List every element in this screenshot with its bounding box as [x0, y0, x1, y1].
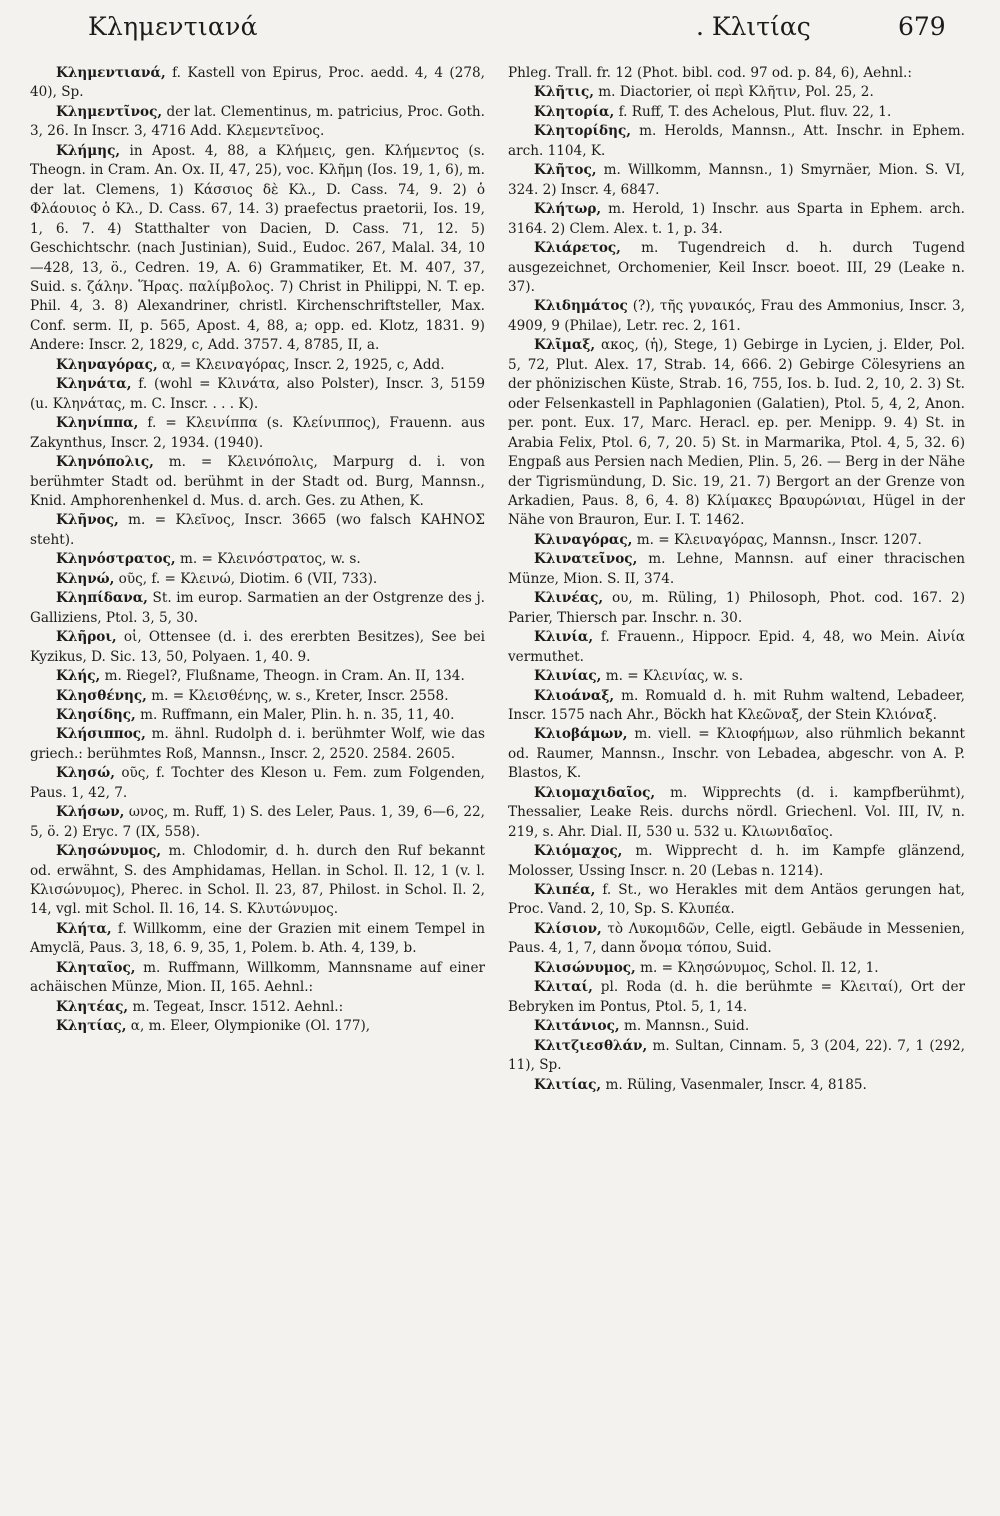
entry-definition: οἱ, Ottensee (d. i. des ererbten Besitzes), See bei Kyzikus, D. Sic. 13, 50, Polyaen. 1, 40. 9. [30, 629, 485, 665]
dictionary-entry [30, 959, 485, 998]
entry-definition: m. Tugendreich d. h. durch Tugend ausgezeichnet, Orchomenier, Keil Inscr. boeot. III, 29 (Leake n. 37). [508, 240, 965, 295]
entry-headword: Κλητέας, [56, 998, 129, 1015]
entry-definition: m. Herolds, Mannsn., Att. Inschr. in Ephem. arch. 1104, K. [508, 123, 965, 159]
entry-headword: Κλινίας, [534, 668, 602, 685]
entry-headword: Κλιπέα, [534, 882, 596, 899]
entry-headword: Κλητορία, [534, 103, 615, 120]
entry-definition: m. Riegel?, Flußname, Theogn. in Cram. An. II, 134. [100, 668, 465, 685]
dictionary-entry [508, 667, 965, 686]
dictionary-entry [508, 200, 965, 239]
entry-headword: Κλησώ, [56, 765, 115, 782]
entry-headword: Κλιτάνιος, [534, 1018, 620, 1035]
entry-definition: ωνος, m. Ruff, 1) S. des Leler, Paus. 1, 39, 6—6, 22, 5, ö. 2) Eryc. 7 (IX, 558). [30, 804, 485, 840]
entry-definition: m. = Κλεινίας, w. s. [601, 668, 744, 685]
dictionary-entry [30, 375, 485, 414]
entry-headword: Κλισώνυμος, [534, 959, 636, 976]
dictionary-entry [30, 356, 485, 375]
entry-headword: Κλιοάναξ, [534, 687, 615, 704]
dictionary-entry [508, 881, 965, 920]
dictionary-entry [30, 453, 485, 511]
entry-definition: der lat. Clementinus, m. patricius, Proc. Goth. 3, 26. In Inscr. 3, 4716 Add. Κλεμεντεῖνος. [30, 103, 485, 140]
entry-headword: Κλιάρετος, [534, 240, 621, 257]
entry-headword: Κληνίππα, [56, 415, 139, 432]
entry-headword: Κλιόμαχος, [534, 843, 623, 860]
entry-headword: Κλιτζιεσθλάν, [534, 1037, 648, 1054]
entry-definition: m. = Κλεινόπολις, Marpurg d. i. von berühmter Stadt od. berühmt in der Stadt od. Burg, Mannsn., Knid. Amphorenhenkel d. Mus. d. arch. Ges. zu Athen, K. [30, 454, 485, 509]
header-first-headword: Κλημεντιανά [88, 12, 258, 41]
dictionary-entry [30, 414, 485, 453]
entry-definition: Phleg. Trall. fr. 12 (Phot. bibl. cod. 97 od. p. 84, 6), Aehnl.: [508, 65, 912, 81]
dictionary-entry [508, 297, 965, 336]
entry-definition: f. Willkomm, eine der Grazien mit einem Tempel in Amyclä, Paus. 3, 18, 6. 9, 35, 1, Polem. b. Ath. 4, 139, b. [30, 920, 485, 957]
dictionary-entry [30, 725, 485, 764]
dictionary-entry [508, 842, 965, 881]
entry-definition: m. ähnl. Rudolph d. i. berühmter Wolf, wie das griech.: berühmtes Roß, Mannsn., Inscr. 2, 2520. 2584. 2605. [30, 726, 485, 762]
entry-headword: Κλημεντιανά, [56, 65, 166, 81]
entry-headword: Κλιτίας, [534, 1076, 602, 1093]
dictionary-entry [30, 1017, 485, 1036]
entry-definition: m. = Κλεινόστρατος, w. s. [175, 551, 361, 568]
entry-headword: Κλῆροι, [56, 629, 117, 646]
left-column [30, 64, 485, 1037]
entry-definition: m. Willkomm, Mannsn., 1) Smyrnäer, Mion. S. VI, 324. 2) Inscr. 4, 6847. [508, 162, 965, 198]
entry-headword: Κλής, [56, 668, 101, 685]
entry-headword: Κλῖμαξ, [534, 337, 596, 354]
dictionary-entry [508, 83, 965, 102]
entry-headword: Κληταῖος, [56, 959, 136, 976]
entry-definition: m. Sultan, Cinnam. 5, 3 (204, 22). 7, 1 (292, 11), Sp. [508, 1037, 965, 1074]
dictionary-entry [30, 511, 485, 550]
dictionary-entry [30, 142, 485, 356]
dictionary-entry [508, 1017, 965, 1036]
entry-headword: Κλητορίδης, [534, 123, 632, 140]
entry-headword: Κληνώ, [56, 570, 115, 587]
dictionary-entry [30, 103, 485, 142]
dictionary-entry [30, 842, 485, 920]
entry-headword: Κλησώνυμος, [56, 843, 162, 860]
entry-definition: α, = Κλειναγόρας, Inscr. 2, 1925, c, Add. [157, 356, 445, 373]
dictionary-entry [508, 687, 965, 726]
entry-definition: m. Mannsn., Suid. [619, 1018, 750, 1035]
dictionary-entry [30, 570, 485, 589]
entry-headword: Κλῆτος, [534, 162, 597, 179]
dictionary-entry [508, 103, 965, 122]
entry-headword: Κληνάτα, [56, 376, 132, 393]
entry-definition: f. Ruff, T. des Achelous, Plut. fluv. 22, 1. [614, 103, 892, 120]
entry-definition: m. = Κλεισθένης, w. s., Kreter, Inscr. 2558. [146, 687, 449, 704]
entry-definition: m. Herold, 1) Inschr. aus Sparta in Ephem. arch. 3164. 2) Clem. Alex. t. 1, p. 34. [508, 201, 965, 237]
entry-headword: Κλιδημάτος [534, 298, 628, 315]
entry-headword: Κλῆνος, [56, 512, 119, 529]
right-column [508, 64, 965, 1095]
entry-headword: Κλινία, [534, 629, 594, 646]
entry-definition: m. = Κλεῖνος, Inscr. 3665 (wo falsch ΚΑΗΝΟΣ steht). [30, 512, 485, 548]
entry-headword: Κλῆτις, [534, 84, 594, 101]
dictionary-entry [30, 998, 485, 1017]
dictionary-entry [508, 978, 965, 1017]
entry-definition: οῦς, f. Tochter des Kleson u. Fem. zum Folgenden, Paus. 1, 42, 7. [30, 765, 485, 801]
dictionary-entry [508, 920, 965, 959]
running-header [0, 6, 1000, 46]
entry-definition: m. Ruffmann, ein Maler, Plin. h. n. 35, 11, 40. [135, 706, 455, 723]
entry-headword: Κλητίας, [56, 1018, 127, 1035]
entry-definition: οῦς, f. = Κλεινώ, Diotim. 6 (VII, 733). [114, 570, 378, 587]
entry-headword: Κλιναγόρας, [534, 531, 633, 548]
entry-definition: ου, m. Rüling, 1) Philosoph, Phot. cod. 167. 2) Parier, Thiersch par. Inschr. n. 30. [508, 590, 965, 626]
dictionary-entry [508, 959, 965, 978]
dictionary-entry [508, 239, 965, 297]
entry-definition: m. Wipprecht d. h. im Kampfe glänzend, Molosser, Ussing Inscr. n. 20 (Lebas n. 1214). [508, 843, 965, 879]
entry-headword: Κλήτωρ, [534, 201, 602, 218]
dictionary-entry [30, 64, 485, 103]
entry-headword: Κλιομαχιδαῖος, [534, 784, 656, 801]
entry-definition: m. viell. = Κλιοφήμων, also rühmlich bekannt od. Raumer, Mannsn., Inschr. von Lebadea, abgeschr. von A. P. Blastos, K. [508, 726, 965, 782]
entry-headword: Κλημεντῖνος, [56, 103, 163, 120]
entry-definition: ακος, (ἡ), Stege, 1) Gebirge in Lycien, j. Elder, Pol. 5, 72, Plut. Alex. 17, Strab. 14, 666. 2) Gebirge Cölesyriens an der phönizischen Küste, Strab. 16, 755, Ios. b. Iud. 2, 10, 2. 3) St. oder Felsenkastell in Paphlagonien (Galatien), Ptol. 5, 4, 2, Anon. per. pont. Eux. 17, Marc. Heracl. ep. per. Menipp. 9. 4) St. in Arabia Felix, Ptol. 6, 7, 20. 5) St. in Marmarika, Ptol. 4, 5, 32. 6) Engpaß aus Persien nach Medien, Plin. 5, 26. — Berg in der Nähe der Tigrismündung, D. Sic. 19, 21. 7) Bergort an der Grenze von Arkadien, Paus. 8, 6, 4. 8) Κλίμακες Βραυρώνιαι, Hügel in der Nähe von Brauron, Eur. I. T. 1462. [508, 337, 965, 529]
dictionary-entry [508, 64, 965, 83]
dictionary-entry [508, 550, 965, 589]
entry-definition: m. = Κλησώνυμος, Schol. Il. 12, 1. [635, 959, 879, 976]
dictionary-entry [508, 725, 965, 783]
entry-definition: f. St., wo Herakles mit dem Antäos gerungen hat, Proc. Vand. 2, 10, Sp. S. Κλυπέα. [508, 882, 965, 918]
entry-definition: m. Ruffmann, Willkomm, Mannsname auf einer achäischen Münze, Mion. II, 165. Aehnl.: [30, 959, 485, 996]
entry-headword: Κλησθένης, [56, 687, 147, 704]
entry-definition: f. Frauenn., Hippocr. Epid. 4, 48, wo Mein. Αἰνία vermuthet. [508, 629, 965, 665]
entry-headword: Κλίσιον, [534, 920, 602, 937]
dictionary-entry [508, 1076, 965, 1095]
entry-definition: τὸ Λυκομιδῶν, Celle, eigtl. Gebäude in Messenien, Paus. 4, 1, 7, dann ὄνομα τόπου, Suid. [508, 920, 965, 957]
entry-definition: m. Chlodomir, d. h. durch den Ruf bekannt od. erwähnt, S. des Amphidamas, Hellan. in Schol. Il. 12, 1 (v. l. Κλισώνυμος), Pherec. in Schol. Il. 23, 87, Philost. in Schol. Il. 2, 14, vgl. mit Schol. Il. 16, 14. S. Κλυτώνυμος. [30, 843, 485, 918]
dictionary-entry [508, 122, 965, 161]
dictionary-entry [30, 687, 485, 706]
entry-definition: m. Diactorier, οἱ περὶ Κλῆτιν, Pol. 25, 2. [593, 84, 874, 101]
entry-headword: Κληνόπολις, [56, 454, 154, 471]
dictionary-entry [30, 550, 485, 569]
dictionary-entry [30, 589, 485, 628]
entry-headword: Κλινατεῖνος, [534, 551, 638, 568]
entry-definition: f. (wohl = Κλινάτα, also Polster), Inscr. 3, 5159 (u. Κληνάτας, m. C. Inscr. . . . K). [30, 376, 485, 412]
entry-headword: Κληπίδανα, [56, 590, 148, 607]
dictionary-entry [30, 667, 485, 686]
dictionary-entry [508, 336, 965, 531]
dictionary-entry [30, 764, 485, 803]
dictionary-entry [508, 784, 965, 842]
dictionary-entry [508, 161, 965, 200]
entry-headword: Κλήμης, [56, 142, 121, 159]
dictionary-entry [30, 920, 485, 959]
dictionary-entry [508, 628, 965, 667]
entry-headword: Κληναγόρας, [56, 356, 158, 373]
entry-definition: m. = Κλειναγόρας, Mannsn., Inscr. 1207. [632, 531, 922, 548]
entry-headword: Κλήσων, [56, 804, 125, 821]
entry-headword: Κλησίδης, [56, 706, 136, 723]
entry-definition: (?), τῆς γυναικός, Frau des Ammonius, Inscr. 3, 4909, 9 (Philae), Letr. rec. 2, 161. [508, 298, 965, 334]
entry-headword: Κλιοβάμων, [534, 726, 628, 743]
dictionary-entry [30, 803, 485, 842]
entry-definition: in Apost. 4, 88, a Κλήμεις, gen. Κλήμεντος (s. Theogn. in Cram. An. Ox. II, 47, 25), voc. Κλῆμη (Ios. 19, 1, 6), m. der lat. Clemens, 1) Κάσσιος δὲ Κλ., D. Cass. 74, 9. 2) ὁ Φλάουιος ὁ Κλ., D. Cass. 67, 14. 3) praefectus praetorii, Ios. 19, 1, 6. 7. 4) Statthalter von Dacien, D. Cass. 71, 12. 5) Geschichtschr. (nach Justinian), Suid., Eudoc. 267, Malal. 34, 10—428, 13, ö., Cedren. 19, A. 6) Grammatiker, Et. M. 407, 37, Suid. s. ζάλην. Ἥρας. παλίμβολος. 7) Christ in Philippi, N. T. ep. Phil. 4, 3. 8) Alexandriner, christl. Kirchenschriftsteller, Max. Conf. serm. II, p. 565, Apost. 4, 88, a; opp. ed. Klotz, 1831. 9) Andere: Inscr. 2, 1829, c, Add. 3757. 4, 8785, II, a. [30, 142, 485, 354]
entry-definition: f. = Κλεινίππα (s. Κλείνιππος), Frauenn. aus Zakynthus, Inscr. 2, 1934. (1940). [30, 415, 485, 451]
entry-headword: Κληνόστρατος, [56, 551, 176, 568]
dictionary-entry [508, 531, 965, 550]
dictionary-entry [30, 706, 485, 725]
page-number: 679 [898, 12, 946, 41]
dictionary-entry [30, 628, 485, 667]
entry-headword: Κλήτα, [56, 920, 112, 937]
entry-definition: m. Lehne, Mannsn. auf einer thracischen Münze, Mion. S. II, 374. [508, 551, 965, 587]
dictionary-entry [508, 589, 965, 628]
entry-definition: m. Tegeat, Inscr. 1512. Aehnl.: [128, 998, 344, 1015]
entry-definition: m. Rüling, Vasenmaler, Inscr. 4, 8185. [601, 1076, 867, 1093]
entry-definition: f. Kastell von Epirus, Proc. aedd. 4, 4 (278, 40), Sp. [30, 65, 485, 101]
entry-definition: α, m. Eleer, Olympionike (Ol. 177), [126, 1018, 371, 1035]
entry-headword: Κλήσιππος, [56, 726, 146, 743]
entry-definition: St. im europ. Sarmatien an der Ostgrenze des j. Galliziens, Ptol. 3, 5, 30. [30, 590, 485, 626]
dictionary-entry [508, 1037, 965, 1076]
entry-headword: Κλινέας, [534, 590, 604, 607]
entry-definition: m. Romuald d. h. mit Ruhm waltend, Lebadeer, Inscr. 1575 nach Ahr., Böckh hat Κλεῶναξ, der Stein Κλιόναξ. [508, 687, 965, 723]
entry-definition: m. Wipprechts (d. i. kampfberühmt), Thessalier, Leake Reis. durchs nördl. Griechenl. Vol. III, IV, n. 219, s. Ahr. Dial. II, 530 u. 532 u. Κλιωνιδαῖος. [508, 784, 965, 840]
entry-definition: pl. Roda (d. h. die berühmte = Κλειταί), Ort der Bebryken im Pontus, Ptol. 5, 1, 14. [508, 979, 965, 1015]
header-last-headword: . Κλιτίας [696, 12, 811, 41]
entry-headword: Κλιταί, [534, 979, 593, 996]
